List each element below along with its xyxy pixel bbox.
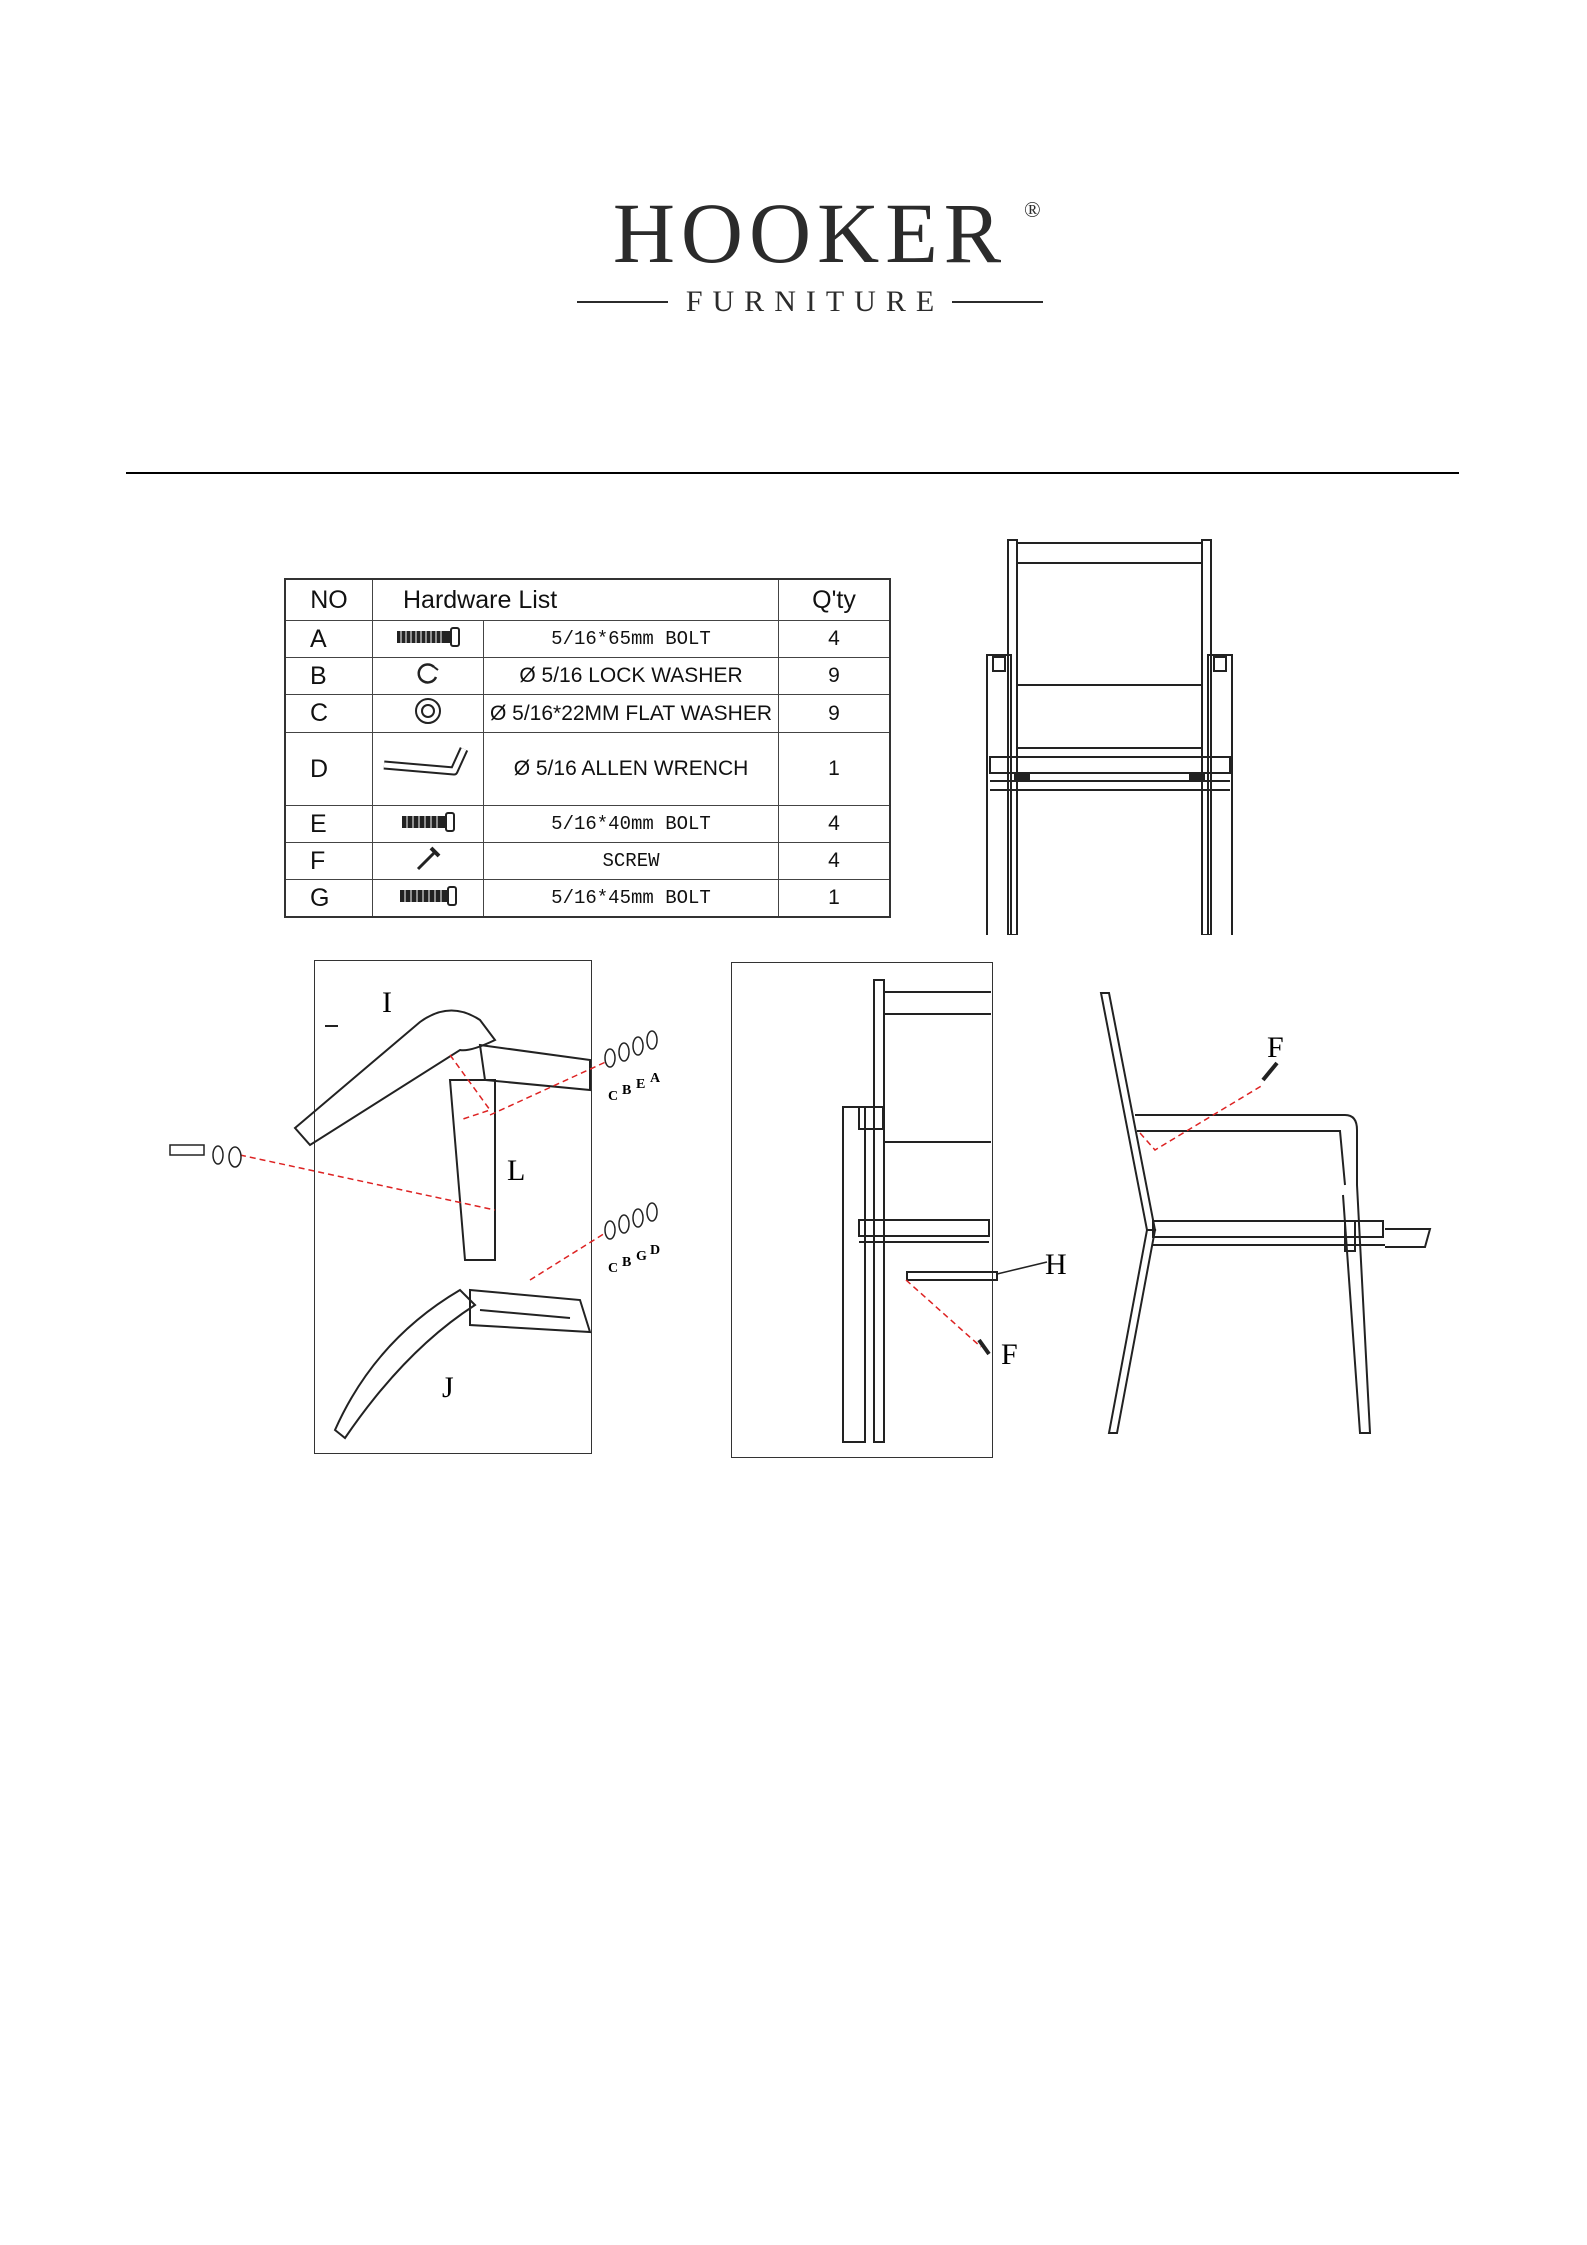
flat-washer-icon — [229, 1147, 241, 1167]
step-2-side-view-drawing — [731, 962, 1071, 1456]
header-hardware-list: Hardware List — [373, 579, 779, 621]
part-label-back: L — [507, 1154, 526, 1187]
hw-label-bottom-3: G — [636, 1249, 647, 1264]
hw-label-top-3: E — [636, 1077, 646, 1092]
brand-logo-subline — [577, 282, 1043, 322]
screw-icon — [1263, 1063, 1277, 1080]
logo-rule-left — [577, 301, 668, 303]
lock-washer-icon — [647, 1031, 657, 1049]
part-label-seat: J — [442, 1371, 454, 1404]
row-qty: 9 — [779, 695, 891, 733]
bolt-icon — [373, 621, 484, 658]
table-row — [285, 880, 890, 918]
lock-washer-icon — [373, 658, 484, 695]
hw-label-bottom-2: B — [622, 1255, 632, 1270]
screw-icon — [373, 843, 484, 880]
registered-mark: ® — [1024, 197, 1041, 222]
hardware-table — [284, 578, 891, 918]
brand-logo-wordmark: HOOKER — [612, 185, 1008, 281]
table-row — [285, 806, 890, 843]
hw-label-bottom-1: C — [608, 1261, 619, 1276]
header-no: NO — [285, 579, 373, 621]
row-desc: SCREW — [484, 843, 779, 880]
part-label-screw: F — [1001, 1338, 1018, 1371]
flat-washer-icon — [605, 1221, 615, 1239]
row-no: C — [285, 695, 373, 733]
row-no: D — [285, 733, 373, 806]
row-qty: 1 — [779, 880, 891, 918]
row-desc: 5/16*45mm BOLT — [484, 880, 779, 918]
row-qty: 4 — [779, 843, 891, 880]
bolt-icon — [170, 1145, 204, 1155]
hw-label-top-4: A — [650, 1071, 661, 1086]
row-qty: 1 — [779, 733, 891, 806]
row-no: A — [285, 621, 373, 658]
hw-label-top-2: B — [622, 1083, 632, 1098]
row-desc: Ø 5/16*22MM FLAT WASHER — [484, 695, 779, 733]
row-desc: Ø 5/16 ALLEN WRENCH — [484, 733, 779, 806]
table-row — [285, 843, 890, 880]
bolt-icon — [373, 806, 484, 843]
table-row — [285, 621, 890, 658]
part-label-bracket: H — [1045, 1248, 1067, 1281]
table-row — [285, 695, 890, 733]
flat-washer-icon — [633, 1209, 643, 1227]
row-no: F — [285, 843, 373, 880]
lock-washer-icon — [647, 1203, 657, 1221]
part-label-arm: I — [382, 986, 392, 1019]
row-desc: 5/16*65mm BOLT — [484, 621, 779, 658]
row-no: E — [285, 806, 373, 843]
hw-label-top-1: C — [608, 1089, 619, 1104]
table-row — [285, 733, 890, 806]
lock-washer-icon — [619, 1043, 629, 1061]
header-divider — [126, 472, 1459, 474]
chair-front-view-drawing — [975, 535, 1245, 935]
lock-washer-icon — [619, 1215, 629, 1233]
row-qty: 4 — [779, 621, 891, 658]
step-1-assembly-drawing — [150, 960, 710, 1460]
bolt-icon — [373, 880, 484, 918]
header-qty: Q'ty — [779, 579, 891, 621]
row-qty: 4 — [779, 806, 891, 843]
lock-washer-icon — [213, 1146, 223, 1164]
table-row — [285, 658, 890, 695]
hw-label-bottom-4: D — [650, 1243, 661, 1258]
row-desc: Ø 5/16 LOCK WASHER — [484, 658, 779, 695]
part-label-screw: F — [1267, 1031, 1284, 1064]
row-no: G — [285, 880, 373, 918]
row-qty: 9 — [779, 658, 891, 695]
table-header-row — [285, 579, 890, 621]
logo-rule-right — [952, 301, 1043, 303]
row-no: B — [285, 658, 373, 695]
flat-washer-icon — [605, 1049, 615, 1067]
brand-logo-subtitle: FURNITURE — [685, 285, 945, 318]
flat-washer-icon — [633, 1037, 643, 1055]
row-desc: 5/16*40mm BOLT — [484, 806, 779, 843]
step-3-side-view-drawing — [1095, 985, 1435, 1440]
flat-washer-icon — [373, 695, 484, 733]
allen-wrench-icon — [373, 733, 484, 806]
